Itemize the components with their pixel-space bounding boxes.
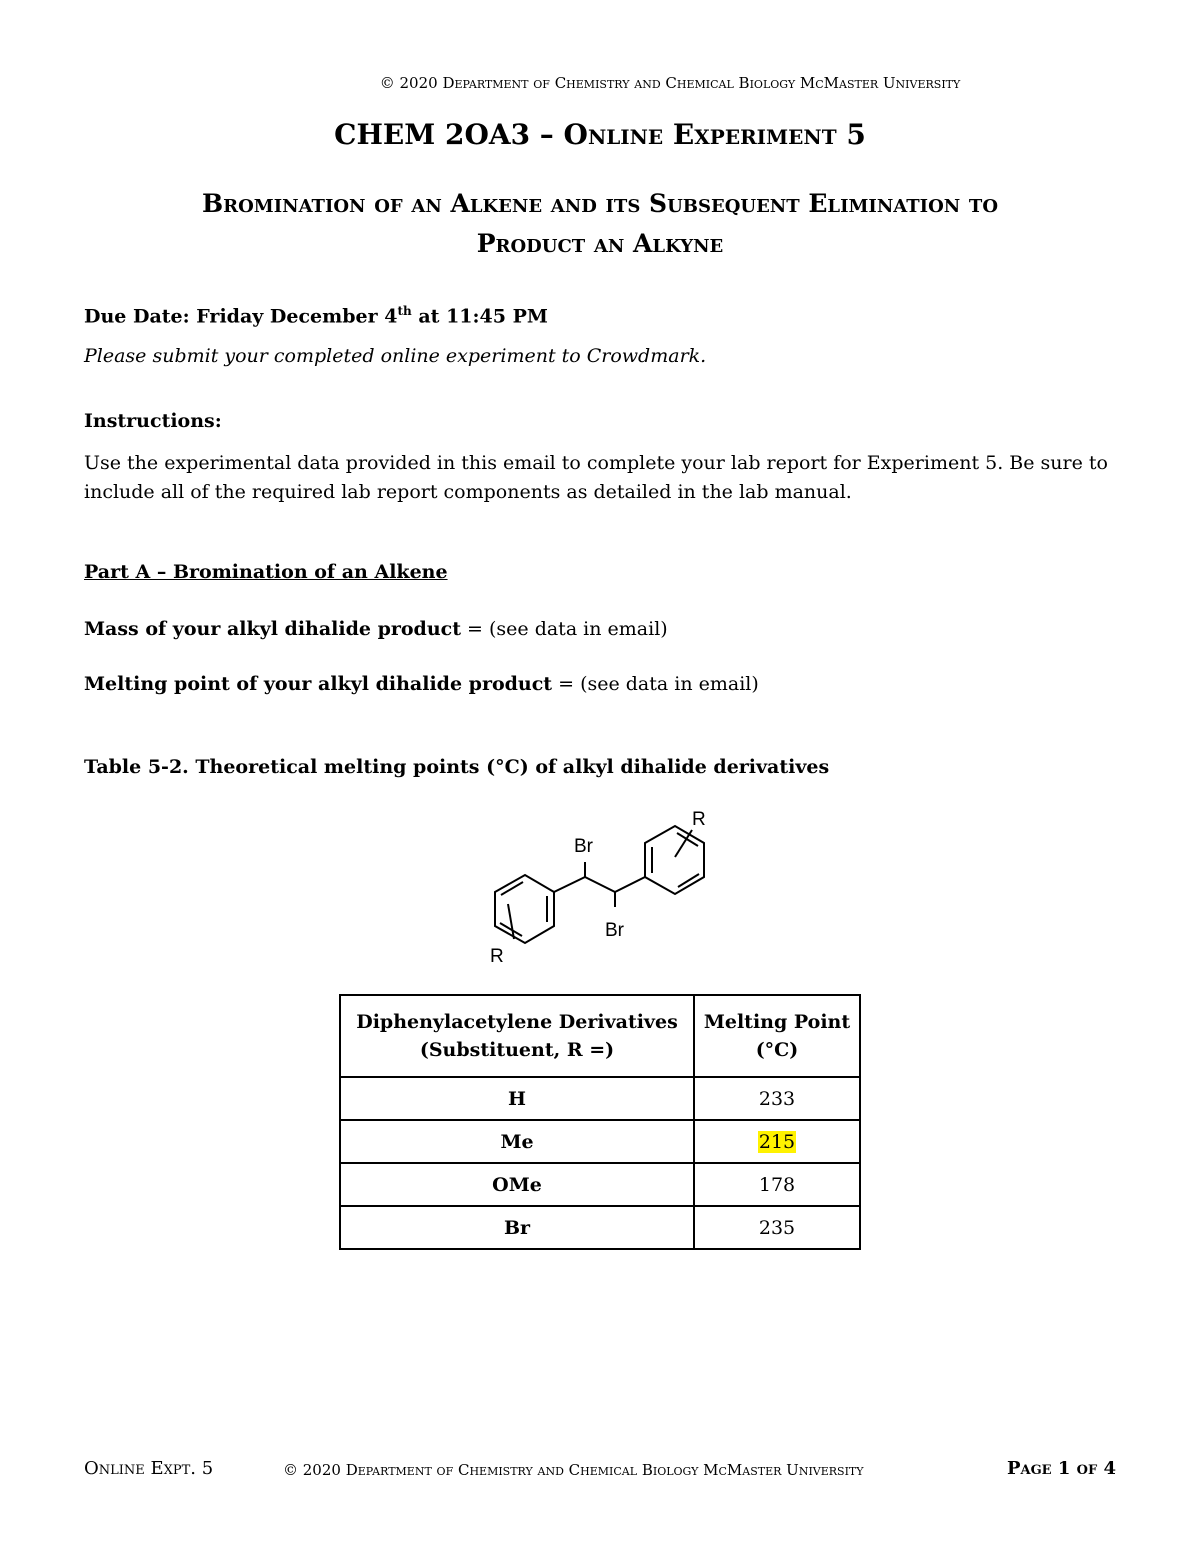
mass-line xyxy=(84,618,668,640)
table-header-row xyxy=(340,995,860,1077)
cell-substituent: H xyxy=(340,1077,694,1120)
footer-page-number: Page 1 of 4 xyxy=(1006,1458,1116,1479)
header-melting-point xyxy=(694,995,860,1077)
page-subtitle xyxy=(100,184,1100,264)
right-benzene-ring xyxy=(645,826,704,894)
dibromide-structure xyxy=(470,800,730,975)
melting-point-table xyxy=(339,994,861,1250)
chain-bond-2 xyxy=(585,877,615,892)
melting-value: = (see data in email) xyxy=(552,673,759,695)
subtitle-line-1: Bromination of an Alkene and its Subsequent Elimination to xyxy=(202,189,998,218)
label-r-bottom: R xyxy=(490,946,504,967)
header-mp-line-2: (°C) xyxy=(755,1039,799,1061)
label-br-bottom: Br xyxy=(605,920,624,941)
melting-label: Melting point of your alkyl dihalide product xyxy=(84,673,553,695)
title-text: CHEM 2OA3 – Online Experiment 5 xyxy=(334,118,866,151)
cell-melting-point: 235 xyxy=(694,1206,860,1249)
cell-substituent: Br xyxy=(340,1206,694,1249)
cell-melting-point: 233 xyxy=(694,1077,860,1120)
table-caption: Table 5-2. Theoretical melting points (°C) of alkyl dihalide derivatives xyxy=(84,756,830,778)
cell-substituent: OMe xyxy=(340,1163,694,1206)
header-mp-line-1: Melting Point xyxy=(703,1011,851,1033)
due-date-superscript: th xyxy=(397,304,412,318)
label-r-top: R xyxy=(692,809,706,830)
due-date-label: Due Date: Friday December 4 xyxy=(84,305,398,328)
footer-left: Online Expt. 5 xyxy=(84,1458,214,1479)
cell-substituent: Me xyxy=(340,1120,694,1163)
page-title xyxy=(0,118,1200,151)
instructions-text: Use the experimental data provided in this email to complete your lab report for Experiment 5. Be sure to include all of the required lab report components as detailed in the lab manual. xyxy=(84,452,1108,503)
label-br-top: Br xyxy=(574,836,593,857)
left-benzene-ring xyxy=(495,875,554,943)
submit-note: Please submit your completed online experiment to Crowdmark. xyxy=(84,345,707,367)
table-row xyxy=(340,1206,860,1249)
table-row xyxy=(340,1120,860,1163)
cell-melting-point-highlighted xyxy=(694,1120,860,1163)
part-a-heading: Part A – Bromination of an Alkene xyxy=(84,561,448,583)
mass-value: = (see data in email) xyxy=(461,618,668,640)
due-date-time: at 11:45 PM xyxy=(411,305,548,328)
cell-melting-point: 178 xyxy=(694,1163,860,1206)
header-copyright: © 2020 Department of Chemistry and Chemical Biology McMaster University xyxy=(379,74,961,92)
footer-copyright: © 2020 Department of Chemistry and Chemical Biology McMaster University xyxy=(283,1461,864,1479)
header-substituent-line-1: Diphenylacetylene Derivatives xyxy=(356,1011,678,1033)
highlighted-value: 215 xyxy=(758,1130,796,1153)
structure-bonds xyxy=(495,826,704,943)
due-date xyxy=(84,304,548,327)
chain-bond-1 xyxy=(554,877,585,892)
melting-line xyxy=(84,673,759,695)
table-row xyxy=(340,1163,860,1206)
chain-bond-3 xyxy=(615,877,645,892)
left-ring-double-bond-3 xyxy=(501,882,523,895)
header-substituent-line-2: (Substituent, R =) xyxy=(419,1039,615,1061)
subtitle-line-2: Product an Alkyne xyxy=(476,229,724,258)
right-ring-double-bond-3 xyxy=(677,833,698,846)
table-row xyxy=(340,1077,860,1120)
header-substituent xyxy=(340,995,694,1077)
mass-label: Mass of your alkyl dihalide product xyxy=(84,618,461,640)
instructions-heading: Instructions: xyxy=(84,410,222,432)
